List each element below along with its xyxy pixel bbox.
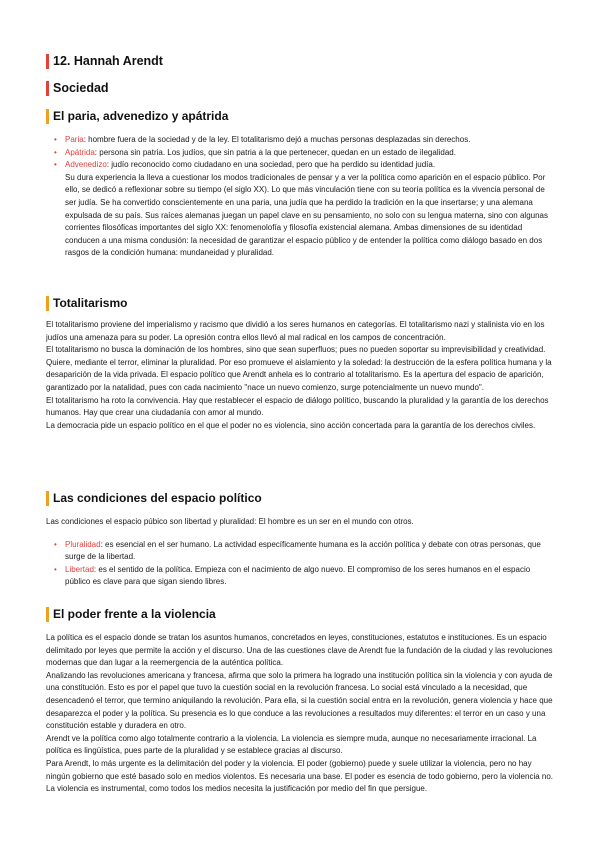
term-apatrida: Apátrida <box>65 147 95 157</box>
condiciones-heading: Las condiciones del espacio político <box>46 491 556 506</box>
term-libertad: Libertad <box>65 564 94 574</box>
definition: : es el sentido de la política. Empieza con el nacimiento de algo nuevo. El compromiso de los seres humanos en el espacio público es clave para que sigan siendo libres. <box>65 564 531 587</box>
paragraph: La política es el espacio donde se tratan los asuntos humanos, concretados en leyes, constituciones, estatutos e instituciones. Es un espacio delimitado por leyes que permite la acción y el discurso. Una de las cuestiones clave de Arendt fue la fundación de la ciudad y las revoluciones modernas que dan lugar a la reemergencia de la auténtica política. <box>46 633 553 668</box>
list-item <box>46 539 556 564</box>
paragraph: Analizando las revoluciones americana y francesa, afirma que solo la primera ha logrado una institución política sin la violencia y con ayuda de una constitución. Esto es por el papel que tuvo la cuestión social en la revolución francesa. Lo social está vinculado a la necesidad, que desencadenó el terror, que termino aniquilando la revolución. Para ella, si la cuestión social entra en la revolución, genera violencia y hace que desaparezca el poder y la política. Su presencia es lo que conduce a las revoluciones a resultados muy diferentes: el terror en un caso y una constitución estable y duradera en otro. <box>46 670 553 731</box>
condiciones-list <box>46 539 556 589</box>
section-title: Sociedad <box>46 81 109 96</box>
term-advenedizo: Advenedizo <box>65 160 107 170</box>
term-paria: Paria <box>65 135 84 144</box>
totalitarismo-heading: Totalitarismo <box>46 296 556 311</box>
paragraph: La democracia pide un espacio político en el que el poder no es violencia, sino acción concertada para la garantía de los derechos civiles. <box>46 420 536 430</box>
term-pluralidad: Pluralidad <box>65 539 101 549</box>
paragraph: Para Arendt, lo más urgente es la delimitación del poder y la violencia. El poder (gobierno) puede y suele utilizar la violencia, pero no hay ningún gobierno que esté basado solo en medios violentos. Es necesaria una base. El poder es esencia de todo gobierno, pero la violencia no. La violencia es instrumental, como todos los medios necesita la justificación por medio del fin que persigue. <box>46 758 554 794</box>
paragraph: El totalitarismo ha roto la convivencia. Hay que restablecer el espacio de diálogo político, buscando la pluralidad y la garantía de los derechos humanos. Hay que crear una ciudadanía con amor al mundo. <box>46 395 549 418</box>
list-item <box>46 564 556 589</box>
condiciones-section <box>46 491 556 589</box>
violencia-heading: El poder frente a la violencia <box>46 607 556 622</box>
definition: : judío reconocido como ciudadano en una sociedad, pero que ha perdido su identidad judía. <box>106 160 436 170</box>
violencia-section <box>46 607 556 796</box>
page-title: 12. Hannah Arendt <box>46 54 163 69</box>
definition: : persona sin patria. Los judíos, que sin patria a la que pertenecer, quedan en un estado de ilegalidad. <box>94 147 456 157</box>
paria-heading: El paria, advenedizo y apátrida <box>46 109 556 124</box>
definition: : hombre fuera de la sociedad y de la ley. El totalitarismo dejó a muchas personas desplazadas sin derechos. <box>83 135 471 144</box>
list-item <box>46 159 556 260</box>
condiciones-intro: Las condiciones el espacio púbico son libertad y pluralidad: El hombre es un ser en el mundo con otros. <box>46 517 414 526</box>
advenedizo-extra: Su dura experiencia la lleva a cuestionar los modos tradicionales de pensar y a ver la política como aparición en el espacio público. Por ello, se dedicó a reflexionar sobre su tiempo (el siglo XX). Lo que más vinculación tiene con su teoría política es la vivencia personal de ser judía. Se ha convertido conscientemente en una paria, una judía que ha perdido la tradición en la que insertarse; y una alemana expulsada de su país. Sus raíces alemanas juegan un papel clave en su pensamiento, no solo con su lengua materna, sino con algunas corrientes filosóficas importantes del siglo XX: fenomenolofía y filosofía existencial alemana. Ambas dimensiones de su identidad conducen a una misma condusión: la necesidad de garantizar el espacio público y de entender la política como diálogo basado en dos rasgos de la condición humana: mundaneidad y pluralidad. <box>65 172 548 258</box>
paragraph: Arendt ve la política como algo totalmente contrario a la violencia. La violencia es siempre muda, aunque no necesariamente irracional. La política es lingüística, pues parte de la pluralidad y se establece gracias al discurso. <box>46 733 537 756</box>
paria-section <box>46 109 556 260</box>
paria-list <box>46 134 556 260</box>
paragraph: El totalitarismo proviene del imperialismo y racismo que dividió a los seres humanos en categorías. El totalitarismo nazi y stalinista vio en los judíos una amenaza para su poder. La opresión contra ellos llevó al mal radical en los campos de concentración. <box>46 320 545 342</box>
paragraph: El totalitarismo no busca la dominación de los hombres, sino que sean superfluos; pues no pueden soportar su imprevisibilidad y creatividad. Quiere, mediante el terror, eliminar la pluralidad. Por eso promueve el aislamiento y la soledad: la destrucción de la esfera política humana y la desaparición de la vida privada. El espacio político que Arendt anhela es lo contrario al totalitarismo. Es la apertura del espacio de aparición, garantizado por la natalidad, pues con cada nacimiento "nace un nuevo comienzo, surge potencialmente un nuevo mundo". <box>46 345 552 392</box>
totalitarismo-section <box>46 296 556 432</box>
list-item <box>46 134 556 147</box>
list-item <box>46 147 556 160</box>
definition: : es esencial en el ser humano. La actividad específicamente humana es la acción política y debate con otras personas, que surge de la libertad. <box>65 539 541 562</box>
